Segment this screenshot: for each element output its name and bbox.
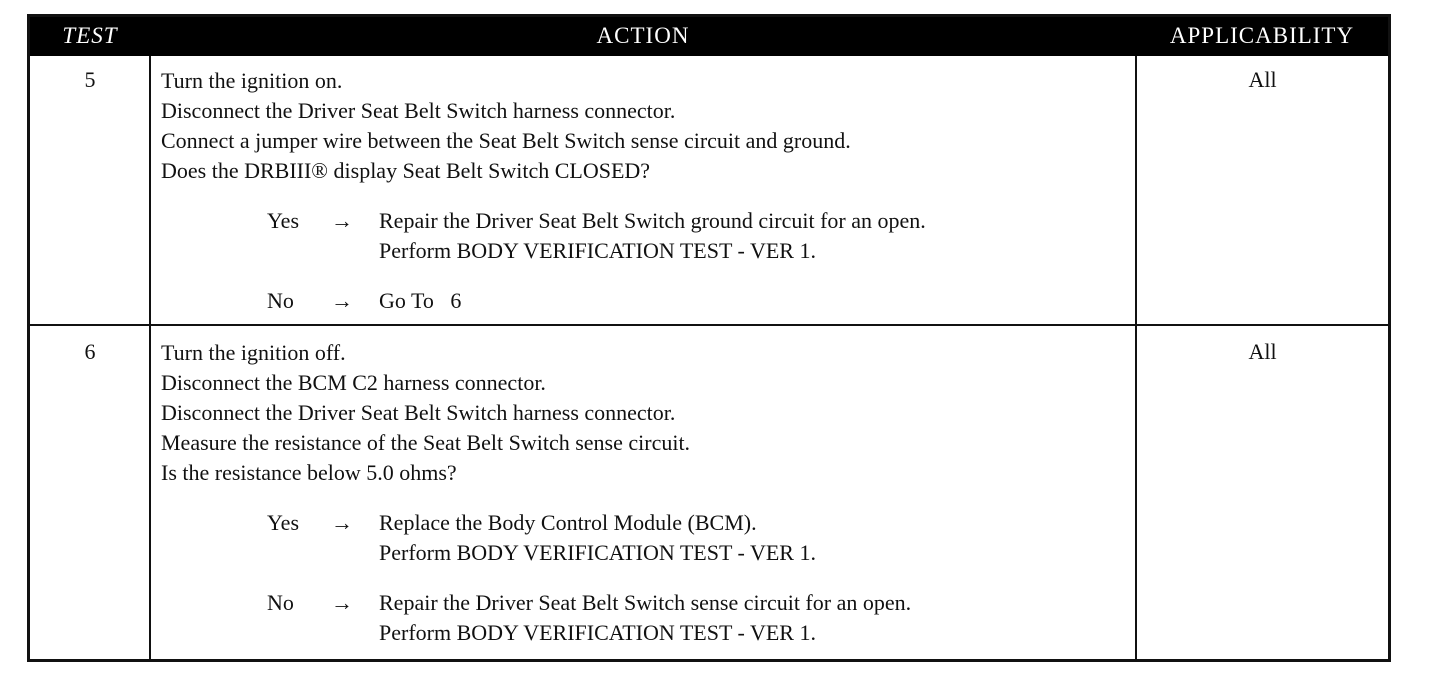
- test-number-6: 6: [84, 339, 96, 364]
- result-line: Perform BODY VERIFICATION TEST - VER 1.: [379, 238, 816, 263]
- step-text: Disconnect the BCM C2 harness connector.: [161, 370, 546, 395]
- right-arrow-icon: →: [331, 288, 353, 313]
- step-text: Connect a jumper wire between the Seat Belt Switch sense circuit and ground.: [161, 128, 851, 153]
- step-text: Disconnect the Driver Seat Belt Switch harness connector.: [161, 400, 676, 425]
- step-text: Turn the ignition on.: [161, 68, 343, 93]
- result-line: Repair the Driver Seat Belt Switch ground circuit for an open.: [379, 208, 926, 233]
- step-text: Turn the ignition off.: [161, 340, 346, 365]
- action-steps-test-6: [161, 338, 1121, 488]
- result-label: Yes: [267, 510, 300, 535]
- result-text: [379, 206, 926, 266]
- result-label: No: [267, 590, 294, 615]
- result-line: Perform BODY VERIFICATION TEST - VER 1.: [379, 540, 816, 565]
- header-test: TEST: [62, 23, 118, 48]
- row-divider: [30, 324, 1388, 326]
- result-text: [379, 588, 911, 648]
- applicability-test-5: All: [1248, 67, 1277, 92]
- diagnostic-test-table: [27, 14, 1391, 662]
- table-header: [30, 17, 1388, 56]
- header-applicability: APPLICABILITY: [1169, 23, 1355, 48]
- right-arrow-icon: →: [331, 510, 353, 535]
- header-action: ACTION: [596, 23, 690, 48]
- result-label: Yes: [267, 208, 300, 233]
- result-text: [379, 286, 461, 316]
- step-text: Measure the resistance of the Seat Belt Switch sense circuit.: [161, 430, 691, 455]
- result-line: Replace the Body Control Module (BCM).: [379, 510, 757, 535]
- applicability-test-6: All: [1248, 339, 1277, 364]
- step-text: Is the resistance below 5.0 ohms?: [161, 460, 457, 485]
- result-line: Repair the Driver Seat Belt Switch sense circuit for an open.: [379, 590, 912, 615]
- step-text: Does the DRBIII® display Seat Belt Switch CLOSED?: [161, 158, 651, 183]
- action-steps-test-5: [161, 66, 1121, 186]
- right-arrow-icon: →: [331, 208, 353, 233]
- step-text: Disconnect the Driver Seat Belt Switch harness connector.: [161, 98, 676, 123]
- result-line: Go To 6: [379, 288, 462, 313]
- result-label: No: [267, 288, 294, 313]
- right-arrow-icon: →: [331, 590, 353, 615]
- test-number-5: 5: [84, 67, 96, 92]
- result-text: [379, 508, 816, 568]
- result-line: Perform BODY VERIFICATION TEST - VER 1.: [379, 620, 816, 645]
